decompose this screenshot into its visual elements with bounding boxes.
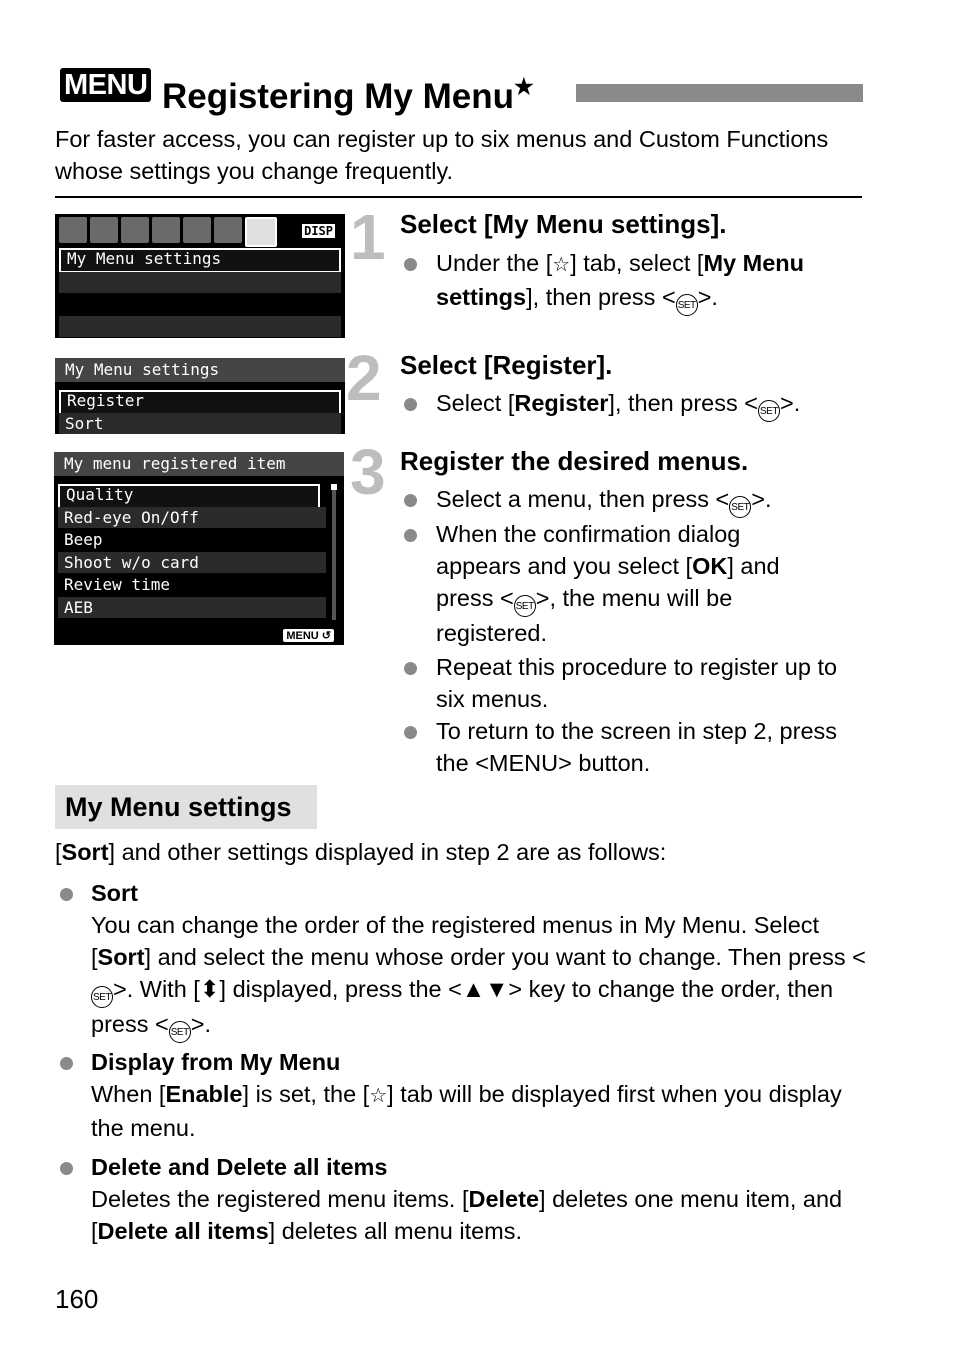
intro-text: For faster access, you can register up to six menus and Custom Functions whose settings you change frequently. bbox=[55, 126, 829, 184]
shooting-tab-icon bbox=[90, 217, 118, 243]
cross-keys-icon: ▲▼ bbox=[461, 976, 509, 1002]
shooting-tab-icon bbox=[59, 217, 87, 243]
set-button-icon: SET bbox=[729, 496, 751, 518]
step-number: 2 bbox=[346, 342, 382, 414]
screen-row: My Menu settings bbox=[59, 248, 341, 273]
menu-key-label: MENU bbox=[488, 750, 559, 776]
item-title: Sort bbox=[91, 880, 138, 906]
my-menu-tab-icon bbox=[245, 217, 277, 247]
scrollbar bbox=[332, 484, 336, 620]
bullet-item: Select [Register], then press < SET>. bbox=[400, 387, 870, 422]
setup-tab-icon bbox=[152, 217, 180, 243]
screen-row: Beep bbox=[64, 530, 103, 549]
bullet-item: Select a menu, then press < SET>. bbox=[400, 483, 850, 518]
screen-row: AEB bbox=[58, 597, 326, 618]
set-button-icon: SET bbox=[514, 595, 536, 617]
screen-row: Quality bbox=[58, 484, 320, 509]
bullet-item: When the confirmation dialog appears and you select [OK] and press < SET>, the menu will be registered. bbox=[400, 518, 818, 649]
set-button-icon: SET bbox=[91, 986, 113, 1008]
item-title: Display from My Menu bbox=[91, 1049, 341, 1075]
bullet-item: To return to the screen in step 2, press the <MENU> button. bbox=[400, 715, 850, 779]
screen-row bbox=[59, 316, 341, 337]
item-text: Deletes the registered menu items. [Delete] deletes one menu item, and [Delete all items] deletes all menu items. bbox=[91, 1186, 843, 1244]
item-title: Delete and Delete all items bbox=[91, 1154, 388, 1180]
bullet-item: Repeat this procedure to register up to six menus. bbox=[400, 651, 850, 715]
up-down-icon: ⬍ bbox=[199, 976, 220, 1002]
screen-title: My Menu settings bbox=[55, 358, 345, 382]
disp-icon: DISP bbox=[304, 224, 333, 238]
screen-row: Sort bbox=[59, 413, 341, 434]
step-instructions bbox=[400, 483, 850, 779]
settings-item-display bbox=[58, 1046, 878, 1144]
menu-button-icon: MENU ↺ bbox=[283, 629, 334, 642]
screen-title: My menu registered item bbox=[54, 452, 344, 476]
custom-tab-icon bbox=[214, 217, 242, 243]
divider bbox=[55, 196, 862, 198]
set-button-icon: SET bbox=[758, 400, 780, 422]
menu-tab-strip bbox=[59, 217, 277, 245]
title-rule-bar bbox=[576, 84, 863, 102]
step-title: Select [Register]. bbox=[400, 350, 613, 380]
set-button-icon: SET bbox=[169, 1021, 191, 1043]
settings-item-sort bbox=[58, 877, 878, 1043]
screen-row bbox=[59, 272, 341, 293]
page-number: 160 bbox=[55, 1284, 99, 1314]
screen-row: Shoot w/o card bbox=[58, 552, 326, 573]
step-title: Register the desired menus. bbox=[400, 446, 749, 476]
step-instructions bbox=[400, 387, 870, 422]
item-text: You can change the order of the registered menus in My Menu. Select [Sort] and select the menu whose order you want to change. Then press <SET>. With [⬍] displayed, press the <▲▼> key to change the order, then press < SET>. bbox=[91, 909, 878, 1043]
my-menu-icon: ☆ bbox=[552, 254, 571, 276]
bullet-item: Under the [☆] tab, select [My Menu settings], then press < SET>. bbox=[400, 247, 870, 316]
step-number: 1 bbox=[350, 201, 386, 273]
settings-item-delete bbox=[58, 1151, 878, 1247]
screen-row: Red-eye On/Off bbox=[58, 507, 326, 528]
screen-row: Review time bbox=[64, 575, 170, 594]
menu-tab-badge: MENU bbox=[60, 68, 151, 102]
step-title: Select [My Menu settings]. bbox=[400, 209, 727, 239]
step-instructions bbox=[400, 247, 870, 316]
star-icon: ★ bbox=[513, 74, 534, 99]
screen-row: Register bbox=[59, 390, 341, 415]
item-text: When [Enable] is set, the [☆] tab will be displayed first when you display the menu. bbox=[91, 1081, 842, 1141]
camera-screen-3 bbox=[54, 452, 344, 645]
section-intro: [Sort] and other settings displayed in step 2 are as follows: bbox=[55, 839, 667, 865]
step-number: 3 bbox=[350, 436, 386, 508]
camera-screen-1 bbox=[55, 214, 345, 338]
section-heading: My Menu settings bbox=[55, 785, 317, 829]
playback-tab-icon bbox=[121, 217, 149, 243]
page-title: Registering My Menu★ bbox=[162, 74, 534, 116]
setup-tab-icon bbox=[183, 217, 211, 243]
camera-screen-2 bbox=[55, 358, 345, 434]
set-button-icon: SET bbox=[676, 294, 698, 316]
my-menu-icon: ☆ bbox=[369, 1085, 388, 1107]
